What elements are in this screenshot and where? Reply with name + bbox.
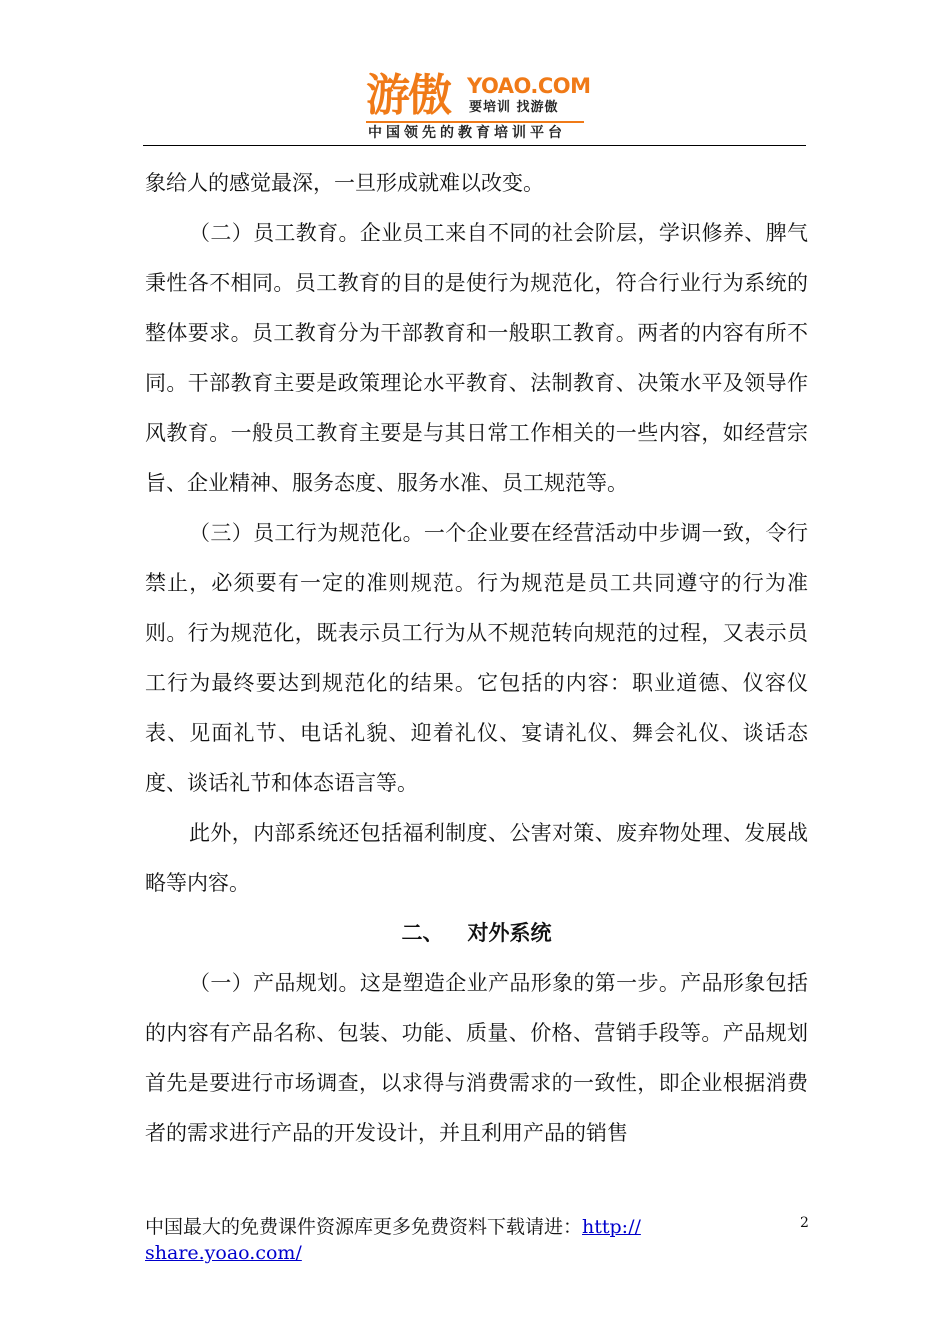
paragraph-behavior-standardization: （三）员工行为规范化。一个企业要在经营活动中步调一致，令行禁止，必须要有一定的准则规范。行为规范是员工共同遵守的行为准则。行为规范化，既表示员工行为从不规范转向规范的过程，又表示员工行为最终要达到规范化的结果。它包括的内容：职业道德、仪容仪表、见面礼节、电话礼貌、迎着礼仪、宴请礼仪、舞会礼仪、谈话态度、谈话礼节和体态语言等。 [145,521,808,795]
logo-chinese-name: 游傲 [366,70,450,121]
logo-tagline: 中国领先的教育培训平台 [368,125,566,141]
site-logo [366,70,591,146]
document-body [145,158,808,1158]
footer-link-part2: share.yoao.com/ [145,1242,302,1264]
footer-link-part1: http:// [582,1216,641,1238]
logo-underline [366,121,584,123]
paragraph-employee-education: （二）员工教育。企业员工来自不同的社会阶层，学识修养、脾气秉性各不相同。员工教育的目的是使行为规范化，符合行业行为系统的整体要求。员工教育分为干部教育和一般职工教育。两者的内容有所不同。干部教育主要是政策理论水平教育、法制教育、决策水平及领导作风教育。一般员工教育主要是与其日常工作相关的一些内容，如经营宗旨、企业精神、服务态度、服务水准、员工规范等。 [145,221,808,495]
paragraph-continued: 象给人的感觉最深，一旦形成就难以改变。 [145,171,544,195]
footer-text: 中国最大的免费课件资源库更多免费资料下载请进： [145,1216,583,1238]
header-divider [143,145,806,146]
section-title: 对外系统 [467,921,552,945]
section-heading [145,908,808,958]
page-footer [145,1214,808,1266]
section-number: 二、 [401,921,444,945]
logo-slogan: 要培训 找游傲 [469,100,559,115]
paragraph-product-planning: （一）产品规划。这是塑造企业产品形象的第一步。产品形象包括的内容有产品名称、包装、功能、质量、价格、营销手段等。产品规划首先是要进行市场调查，以求得与消费需求的一致性，即企业根据消费者的需求进行产品的开发设计，并且利用产品的销售 [145,971,808,1145]
logo-domain: YOAO.COM [467,74,591,98]
page-number: 2 [800,1215,809,1231]
paragraph-internal-system: 此外，内部系统还包括福利制度、公害对策、废弃物处理、发展战略等内容。 [145,821,808,895]
